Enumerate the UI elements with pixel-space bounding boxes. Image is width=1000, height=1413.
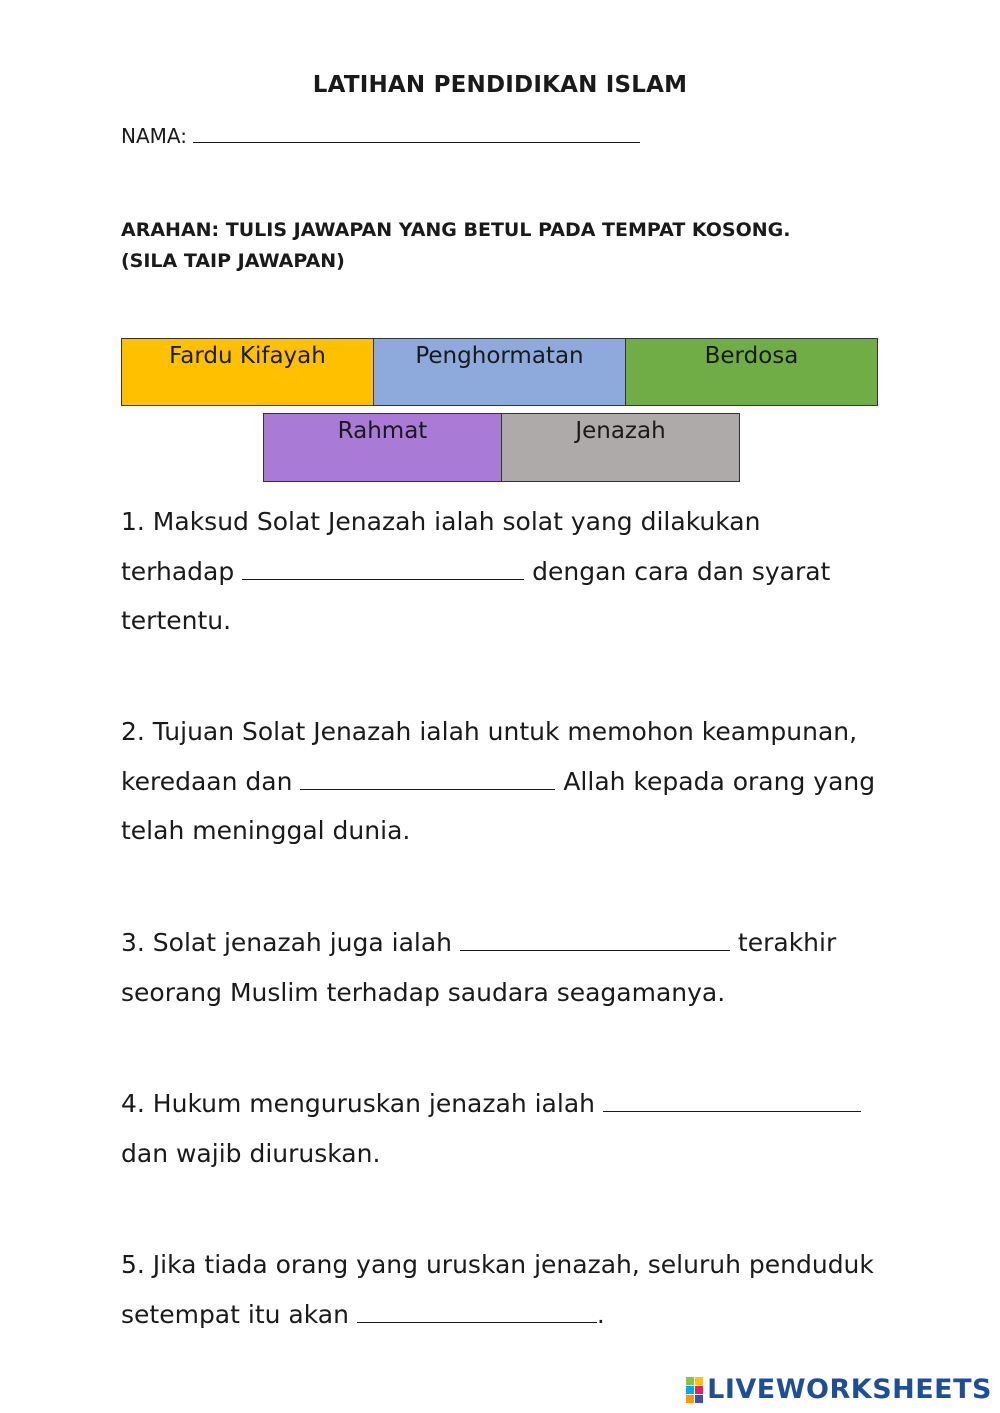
name-input-line[interactable]: [193, 122, 640, 143]
answer-blank-2[interactable]: [300, 767, 555, 790]
answer-blank-3[interactable]: [460, 928, 730, 951]
instructions-line-1: ARAHAN: TULIS JAWAPAN YANG BETUL PADA TEMPAT KOSONG.: [121, 219, 791, 241]
name-label: NAMA:: [121, 124, 187, 148]
instructions-line-2: (SILA TAIP JAWAPAN): [121, 250, 345, 272]
word-bank-item: Berdosa: [625, 338, 878, 406]
question-5-text-after: .: [596, 1299, 605, 1329]
answer-blank-1[interactable]: [242, 557, 524, 580]
word-bank-item: Fardu Kifayah: [121, 338, 374, 406]
worksheet-title: LATIHAN PENDIDIKAN ISLAM: [312, 72, 688, 98]
question-2-text-after: Allah kepada orang yang telah meninggal dunia.: [121, 766, 876, 845]
question-1-text-after: dengan cara dan syarat tertentu.: [121, 556, 831, 635]
question-4: [121, 1079, 881, 1178]
word-bank-item: Rahmat: [263, 413, 502, 482]
question-1: [121, 497, 881, 646]
question-3-text-after: terakhir seorang Muslim terhadap saudara seagamanya.: [121, 928, 837, 1007]
question-1-text-before: 1. Maksud Solat Jenazah ialah solat yang dilakukan terhadap: [121, 507, 761, 586]
question-4-text-before: 4. Hukum menguruskan jenazah ialah: [121, 1089, 595, 1118]
question-3-text-before: 3. Solat jenazah juga ialah: [121, 928, 453, 957]
answer-blank-4[interactable]: [603, 1089, 861, 1112]
question-5-text-before: 5. Jika tiada orang yang uruskan jenazah, seluruh penduduk setempat itu akan: [121, 1250, 874, 1329]
liveworksheets-logo-icon: [686, 1377, 703, 1403]
word-bank-item: Penghormatan: [373, 338, 626, 406]
liveworksheets-brand-text: LIVEWORKSHEETS: [707, 1374, 992, 1405]
question-4-text-after: dan wajib diuruskan.: [121, 1138, 381, 1168]
question-3: [121, 918, 881, 1017]
word-bank-row-2: [263, 413, 740, 482]
word-bank-row-1: [121, 338, 878, 406]
name-field-row: [121, 122, 640, 148]
word-bank-item: Jenazah: [501, 413, 740, 482]
question-5: [121, 1240, 881, 1339]
question-2: [121, 707, 881, 856]
instructions: [121, 215, 790, 277]
answer-blank-5[interactable]: [357, 1300, 597, 1323]
question-2-text-before: 2. Tujuan Solat Jenazah ialah untuk memohon keampunan, keredaan dan: [121, 717, 858, 796]
liveworksheets-logo: [686, 1374, 992, 1405]
